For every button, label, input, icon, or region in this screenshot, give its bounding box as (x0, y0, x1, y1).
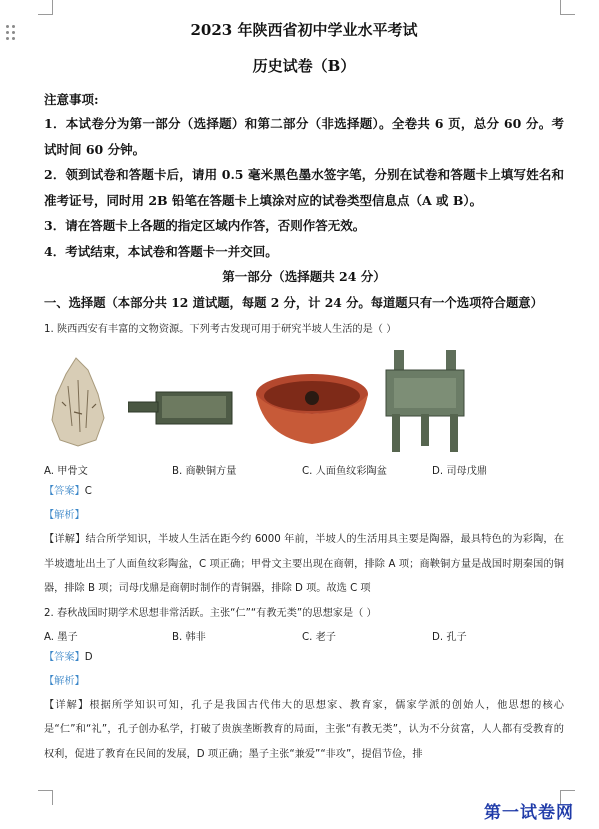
option-d: D. 司母戊鼎 (432, 466, 488, 477)
answer-line (44, 646, 564, 670)
option-c: C. 人面鱼纹彩陶盆 (302, 466, 387, 477)
analysis-label: 【解析】 (44, 510, 85, 521)
crop-mark-top-left (38, 0, 53, 15)
site-watermark-logo: 第一试卷网 (484, 803, 574, 823)
option-b: B. 韩非 (172, 631, 206, 643)
oracle-bone-image (48, 356, 106, 448)
question-1-stem: 1. 陕西西安有丰富的文物资源。下列考古发现可用于研究半坡人生活的是（ ） (44, 324, 397, 335)
answer-line (44, 480, 564, 504)
note-item: 1．本试卷分为第一部分（选择题）和第二部分（非选择题）。全卷共 6 页，总分 60 分。考试时间 60 分钟。 (44, 116, 564, 157)
answer-value: C (84, 486, 92, 497)
exam-subtitle: 历史试卷（B） (252, 57, 356, 75)
question-1-images (44, 348, 564, 460)
crop-mark-bottom-left (38, 790, 53, 805)
exam-title: 2023 年陕西省初中学业水平考试 (190, 21, 418, 39)
note-item: 4．考试结束，本试卷和答题卡一并交回。 (44, 243, 278, 259)
crop-mark-top-right (560, 0, 575, 15)
option-d: D. 孔子 (432, 631, 467, 643)
answer-label: 【答案】 (44, 651, 85, 663)
note-item: 2．领到试卷和答题卡后，请用 0.5 毫米黑色墨水签字笔，分别在试卷和答题卡上填写姓名和准考证号，同时用 2B 铅笔在答题卡上填涂对应的试卷类型信息点（A 或 B）。 (44, 167, 564, 208)
question-1-detail: 【详解】结合所学知识，半坡人生活在距今约 6000 年前，半坡人的生活用具主要是陶器，最具特色的为彩陶，在半坡遗址出土了人面鱼纹彩陶盆，C 项正确；甲骨文主要出现在商朝，排除 A 项；商鞅铜方量是战国时期秦国的铜器，排除 B 项；司母戊鼎是商朝时制作的青铜器，排除 D 项。故选 C 项 (44, 534, 564, 594)
question-2-options (44, 626, 564, 646)
pottery-basin-image (254, 372, 370, 446)
option-a: A. 墨子 (44, 631, 78, 643)
question-1-options (44, 460, 564, 480)
drag-handle-icon[interactable] (6, 25, 16, 41)
analysis-label: 【解析】 (44, 675, 85, 687)
answer-label: 【答案】 (44, 486, 85, 497)
question-2-stem: 2. 春秋战国时期学术思想非常活跃。主张“仁”“有教无类”的思想家是（ ） (44, 607, 377, 619)
analysis-line (44, 670, 564, 694)
note-item: 3．请在答题卡上各题的指定区域内作答，否则作答无效。 (44, 218, 366, 233)
section-heading: 一、选择题（本部分共 12 道试题，每题 2 分，计 24 分。每道题只有一个选项符合题意） (44, 294, 543, 310)
analysis-line (44, 504, 564, 528)
document-body (44, 18, 564, 767)
answer-value: D (84, 651, 93, 663)
notes-heading: 注意事项: (44, 92, 99, 107)
part1-heading: 第一部分（选择题共 24 分） (222, 269, 386, 284)
option-b: B. 商鞅铜方量 (172, 466, 237, 477)
option-c: C. 老子 (302, 631, 336, 643)
question-2-detail: 【详解】根据所学知识可知，孔子是我国古代伟大的思想家、教育家，儒家学派的创始人，他思想的核心是“仁”和“礼”，孔子创办私学，打破了贵族垄断教育的局面，主张“有教无类”，认为不分贫富，人人都有受教育的权利，促进了教育在民间的发展，D 项正确；墨子主张“兼爱”“非攻”，提倡节俭，排 (44, 699, 564, 760)
bronze-ding-image (382, 348, 468, 454)
option-a: A. 甲骨文 (44, 466, 88, 477)
bronze-measure-image (128, 386, 236, 428)
